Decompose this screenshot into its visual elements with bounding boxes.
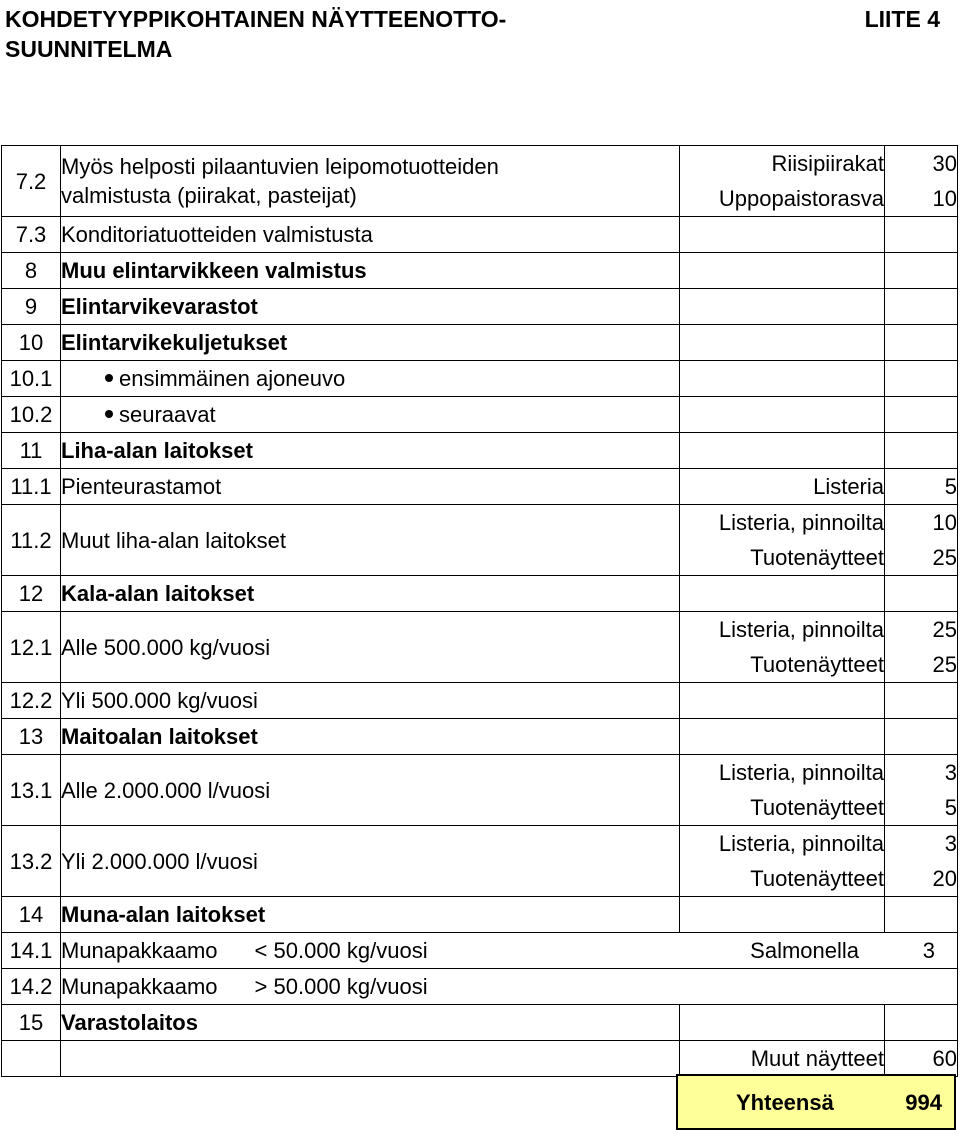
row-counts (885, 612, 958, 683)
table-row (2, 1005, 958, 1041)
row-name (61, 397, 680, 433)
row-number: 7.3 (2, 217, 61, 253)
row-test (680, 433, 885, 469)
row-name-text: seuraavat (119, 402, 216, 427)
row-number: 10.1 (2, 361, 61, 397)
table-row (2, 576, 958, 612)
row-count: 5 (885, 469, 958, 505)
row-count: 3 (944, 760, 957, 785)
table-row (2, 755, 958, 826)
row-number: 11 (2, 433, 61, 469)
row-name: Konditoriatuotteiden valmistusta (61, 217, 680, 253)
table-row (2, 253, 958, 289)
row-name: Elintarvikekuljetukset (61, 325, 680, 361)
row-test (680, 897, 885, 933)
row-count (885, 576, 958, 612)
row-count: 25 (932, 617, 957, 642)
row-count: 30 (932, 151, 957, 176)
row-test: Salmonella (750, 938, 859, 963)
row-count (885, 217, 958, 253)
table-row (2, 325, 958, 361)
row-name (61, 1041, 680, 1077)
row-number: 12 (2, 576, 61, 612)
row-name: Pienteurastamot (61, 469, 680, 505)
row-count (885, 325, 958, 361)
row-name: Muna-alan laitokset (61, 897, 680, 933)
row-number: 13.2 (2, 826, 61, 897)
row-number: 13.1 (2, 755, 61, 826)
appendix-label: LIITE 4 (864, 6, 940, 32)
row-number: 11.2 (2, 505, 61, 576)
row-tests (680, 612, 885, 683)
row-counts (885, 505, 958, 576)
row-merged (61, 933, 958, 969)
row-test: Listeria, pinnoilta (718, 617, 884, 642)
row-count (885, 1005, 958, 1041)
row-test: Tuotenäytteet (750, 545, 884, 570)
table-row (2, 897, 958, 933)
row-limit: > 50.000 kg/vuosi (254, 974, 428, 999)
bullet-icon (105, 410, 113, 418)
row-tests (680, 826, 885, 897)
row-count (885, 683, 958, 719)
row-number: 9 (2, 289, 61, 325)
row-count (885, 253, 958, 289)
row-number: 13 (2, 719, 61, 755)
row-name: Yli 2.000.000 l/vuosi (61, 826, 680, 897)
row-tests (680, 505, 885, 576)
table-row (2, 361, 958, 397)
table-row (2, 612, 958, 683)
row-merged (61, 969, 958, 1005)
row-name: Varastolaitos (61, 1005, 680, 1041)
row-count: 25 (932, 545, 957, 570)
row-number: 15 (2, 1005, 61, 1041)
row-number: 7.2 (2, 146, 61, 217)
row-name-line-2: valmistusta (piirakat, pasteijat) (61, 183, 357, 208)
table-row (2, 397, 958, 433)
row-test (680, 719, 885, 755)
row-count: 10 (932, 186, 957, 211)
row-name: Munapakkaamo (61, 938, 218, 963)
total-label: Yhteensä (736, 1090, 834, 1115)
total-box (676, 1074, 956, 1130)
row-counts (885, 755, 958, 826)
table-row (2, 826, 958, 897)
row-test: Listeria, pinnoilta (718, 760, 884, 785)
row-name: Liha-alan laitokset (61, 433, 680, 469)
row-number: 10 (2, 325, 61, 361)
page-title (5, 4, 506, 64)
table-row (2, 505, 958, 576)
table-row (2, 217, 958, 253)
row-test: Tuotenäytteet (750, 866, 884, 891)
row-test: Tuotenäytteet (750, 652, 884, 677)
table-row (2, 146, 958, 217)
row-count: 60 (885, 1041, 958, 1077)
row-count (885, 289, 958, 325)
row-name: Maitoalan laitokset (61, 719, 680, 755)
row-test: Riisipiirakat (771, 151, 884, 176)
row-name: Alle 2.000.000 l/vuosi (61, 755, 680, 826)
row-count: 10 (932, 510, 957, 535)
row-counts (885, 826, 958, 897)
row-limit: < 50.000 kg/vuosi (254, 938, 428, 963)
row-test: Tuotenäytteet (750, 795, 884, 820)
sampling-plan-table (1, 145, 958, 1077)
row-number: 12.1 (2, 612, 61, 683)
row-count (885, 361, 958, 397)
row-name: Kala-alan laitokset (61, 576, 680, 612)
row-count: 20 (932, 866, 957, 891)
row-tests (680, 146, 885, 217)
bullet-icon (105, 374, 113, 382)
table-row (2, 433, 958, 469)
row-number: 11.1 (2, 469, 61, 505)
row-test (680, 1005, 885, 1041)
row-count: 3 (944, 831, 957, 856)
row-count (885, 897, 958, 933)
row-count (885, 397, 958, 433)
row-name: Muut liha-alan laitokset (61, 505, 680, 576)
table-row (2, 683, 958, 719)
row-name: Elintarvikevarastot (61, 289, 680, 325)
row-number: 10.2 (2, 397, 61, 433)
row-count (885, 719, 958, 755)
row-test: Uppopaistorasva (718, 186, 884, 211)
row-number: 12.2 (2, 683, 61, 719)
row-test: Listeria, pinnoilta (718, 831, 884, 856)
row-name (61, 361, 680, 397)
row-name (61, 146, 680, 217)
row-test (680, 361, 885, 397)
row-test (680, 576, 885, 612)
table-row (2, 469, 958, 505)
table-row (2, 1041, 958, 1077)
row-test: Listeria, pinnoilta (718, 510, 884, 535)
row-test (680, 683, 885, 719)
row-name: Yli 500.000 kg/vuosi (61, 683, 680, 719)
total-value: 994 (905, 1090, 942, 1115)
row-count (885, 433, 958, 469)
row-number: 14.2 (2, 969, 61, 1005)
row-name: Muu elintarvikkeen valmistus (61, 253, 680, 289)
row-name-line-1: Myös helposti pilaantuvien leipomotuotteiden (61, 154, 499, 179)
row-test (680, 289, 885, 325)
table-row (2, 933, 958, 969)
table-row (2, 719, 958, 755)
row-name: Alle 500.000 kg/vuosi (61, 612, 680, 683)
row-test (680, 217, 885, 253)
row-tests (680, 755, 885, 826)
row-count: 5 (944, 795, 957, 820)
row-number: 8 (2, 253, 61, 289)
row-test (680, 325, 885, 361)
row-count: 25 (932, 652, 957, 677)
row-test (680, 397, 885, 433)
row-test (680, 253, 885, 289)
row-counts (885, 146, 958, 217)
row-number: 14.1 (2, 933, 61, 969)
table-row (2, 969, 958, 1005)
row-test: Listeria (680, 469, 885, 505)
row-name: Munapakkaamo (61, 974, 218, 999)
title-line-1: KOHDETYYPPIKOHTAINEN NÄYTTEENOTTO- (5, 6, 507, 32)
row-number (2, 1041, 61, 1077)
row-test: Muut näytteet (680, 1041, 885, 1077)
table-row (2, 289, 958, 325)
row-number: 14 (2, 897, 61, 933)
row-count: 3 (922, 938, 935, 963)
title-line-2: SUUNNITELMA (5, 36, 173, 62)
row-name-text: ensimmäinen ajoneuvo (119, 366, 346, 391)
